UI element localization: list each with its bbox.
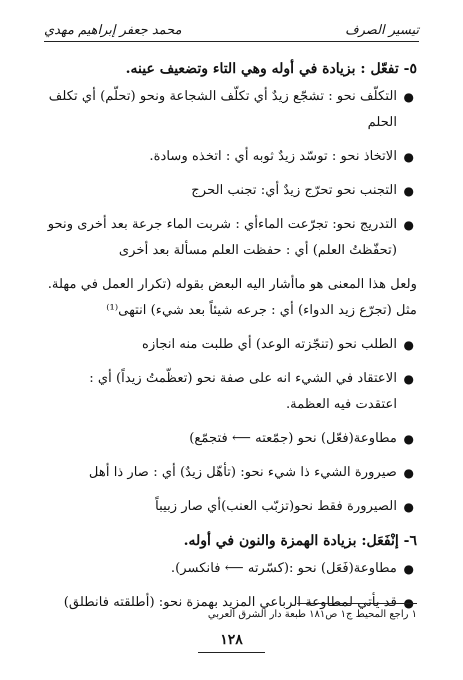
list-item — [46, 460, 417, 486]
running-header — [44, 16, 419, 38]
bullet-icon: ● — [403, 466, 414, 480]
list-item-text: الطلب نحو (تنجّزته الوعد) أي طلبت منه انجازه — [142, 337, 397, 352]
list-item-text: الاعتقاد في الشيء انه على صفة نحو (تعظّمتُ زيداً) أي : اعتقدت فيه العظمة. — [89, 371, 397, 412]
list-item — [46, 144, 417, 170]
list-item-text: التدريج نحو: تجرّعت الماءأي : شربت الماء جرعة بعد أخرى ونحو (تحفّظتُ العلم) أي : حفظت العلم مسألة بعد أخرى — [47, 217, 397, 258]
list-item — [46, 366, 417, 418]
bullet-icon: ● — [403, 338, 414, 352]
list-item-text: التكلّف نحو : تشجّع زيدٌ أي تكلّف الشجاعة ونحو (تحلّم) أي تكلف الحلم — [48, 89, 397, 130]
list-item — [46, 178, 417, 204]
list-item-text: صيرورة الشيء ذا شيء نحو: (تأهّل زيدٌ) أي : صار ذا أهل — [88, 465, 397, 480]
section-heading: ٦- إنْفَعَل: بزيادة الهمزة والنون في أوله. — [183, 533, 417, 549]
bullet-icon: ● — [403, 90, 414, 104]
bullet-icon: ● — [403, 562, 414, 576]
list-item-text: مطاوعة(فعّل) نحو (جمّعته ⟵ فتجمّع) — [189, 431, 397, 446]
page-number-underline — [198, 652, 265, 653]
list-item — [46, 332, 417, 358]
list-item — [46, 556, 417, 582]
bullet-icon: ● — [403, 184, 414, 198]
list-item-text: مطاوعة(فَعَل) نحو :(كسّرته ⟵ فانكسر). — [170, 561, 397, 576]
header-book-title: تيسير الصرف — [345, 23, 419, 38]
list-item — [46, 426, 417, 452]
bullet-icon: ● — [403, 150, 414, 164]
list-item-text: قد يأتي لمطاوعة الرباعي المزيد بهمزة نحو: (أطلقته فانطلق) — [63, 595, 397, 610]
header-author: محمد جعفر إبراهيم مهدي — [44, 23, 182, 38]
header-divider — [44, 41, 419, 42]
footnote: ١ راجع المحيط ج١ ص١٨١ طبعة دار الشرق العربي — [207, 609, 417, 620]
bullet-icon: ● — [403, 218, 414, 232]
list-item-text: الاتخاذ نحو : توسّد زيدٌ ثوبه أي : اتخذه وسادة. — [149, 149, 397, 164]
footnote-divider — [297, 603, 417, 604]
list-item — [46, 212, 417, 264]
list-item — [46, 494, 417, 520]
list-item — [46, 84, 417, 136]
bullet-icon: ● — [403, 432, 414, 446]
section-heading: ٥- تفعّل : بزيادة في أوله وهي التاء وتضعيف عينه. — [125, 61, 417, 77]
bullet-icon: ● — [403, 500, 414, 514]
list-item-text: التجنب نحو تحرّج زيدٌ أي: تجنب الحرج — [191, 183, 397, 198]
paragraph: ولعل هذا المعنى هو ماأشار اليه البعض بقوله (تكرار العمل في مهلة. مثل (تجرّع زيد الدواء) أي : جرعه شيئاً بعد شيء) انتهى⁽¹⁾ — [47, 277, 417, 318]
bullet-icon: ● — [403, 372, 414, 386]
bullet-icon: ● — [403, 596, 414, 610]
page-body — [46, 56, 417, 624]
list-item-text: الصيرورة فقط نحو(تزبّب العنب)أي صار زبيباً — [155, 499, 397, 514]
page-number: ١٢٨ — [220, 632, 243, 648]
